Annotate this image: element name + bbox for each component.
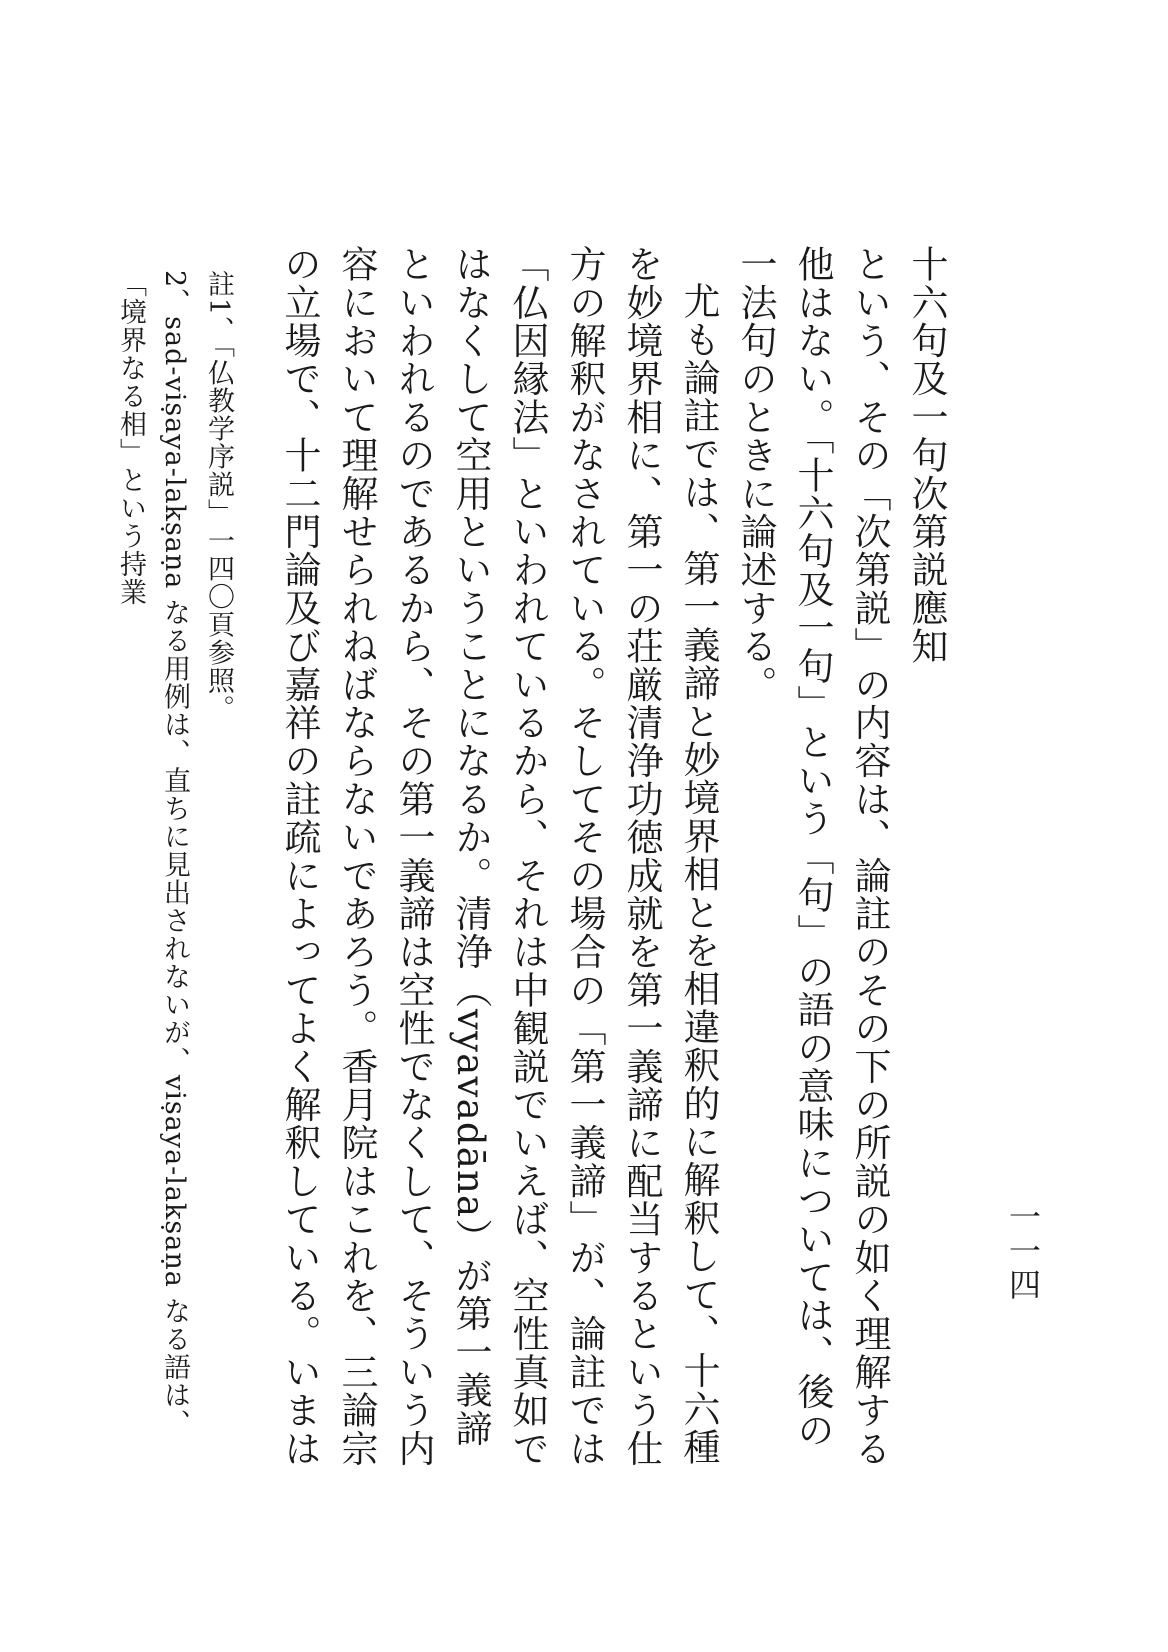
section-heading: 十六句及一句次第説應知 bbox=[905, 245, 948, 666]
paragraph: という、その「次第説」の内容は、論註のその下の所説の如く理解する他はない。「十六句及一句」という「句」の語の意味については、後の一法句のときに論述する。 bbox=[734, 245, 891, 1468]
footnotes bbox=[115, 270, 240, 1470]
page-number: 一一四 bbox=[1004, 1200, 1042, 1302]
paragraph: 尤も論註では、第一義諦と妙境界相とを相違釈的に解釈して、十六種を妙境界相に、第一の荘厳清浄功徳成就を第一義諦に配当するという仕方の解釈がなされている。そしてその場合の「第一義諦」が、論註では「仏因縁法」といわれているから、それは中観説でいえば、空性真如ではなくして空用ということになるか。清浄（vyavadāna）が第一義諦といわれるのであるから、その第一義諦は空性でなくして、そういう内容において理解せられねばならないであろう。香月院はこれを、三論宗の立場で、十二門論及び嘉祥の註疏によってよく解釈している。いまは bbox=[278, 245, 720, 1468]
main-text bbox=[265, 245, 955, 1475]
footnote-2: 2、sad-viṣaya-lakṣaṇa なる用例は、直ちに見出されないが、viṣaya-lakṣaṇa なる語は、「境界なる相」という持業 bbox=[115, 270, 190, 1438]
footnote-1: 註1、「仏教学序説」一四〇頁参照。 bbox=[203, 270, 234, 723]
